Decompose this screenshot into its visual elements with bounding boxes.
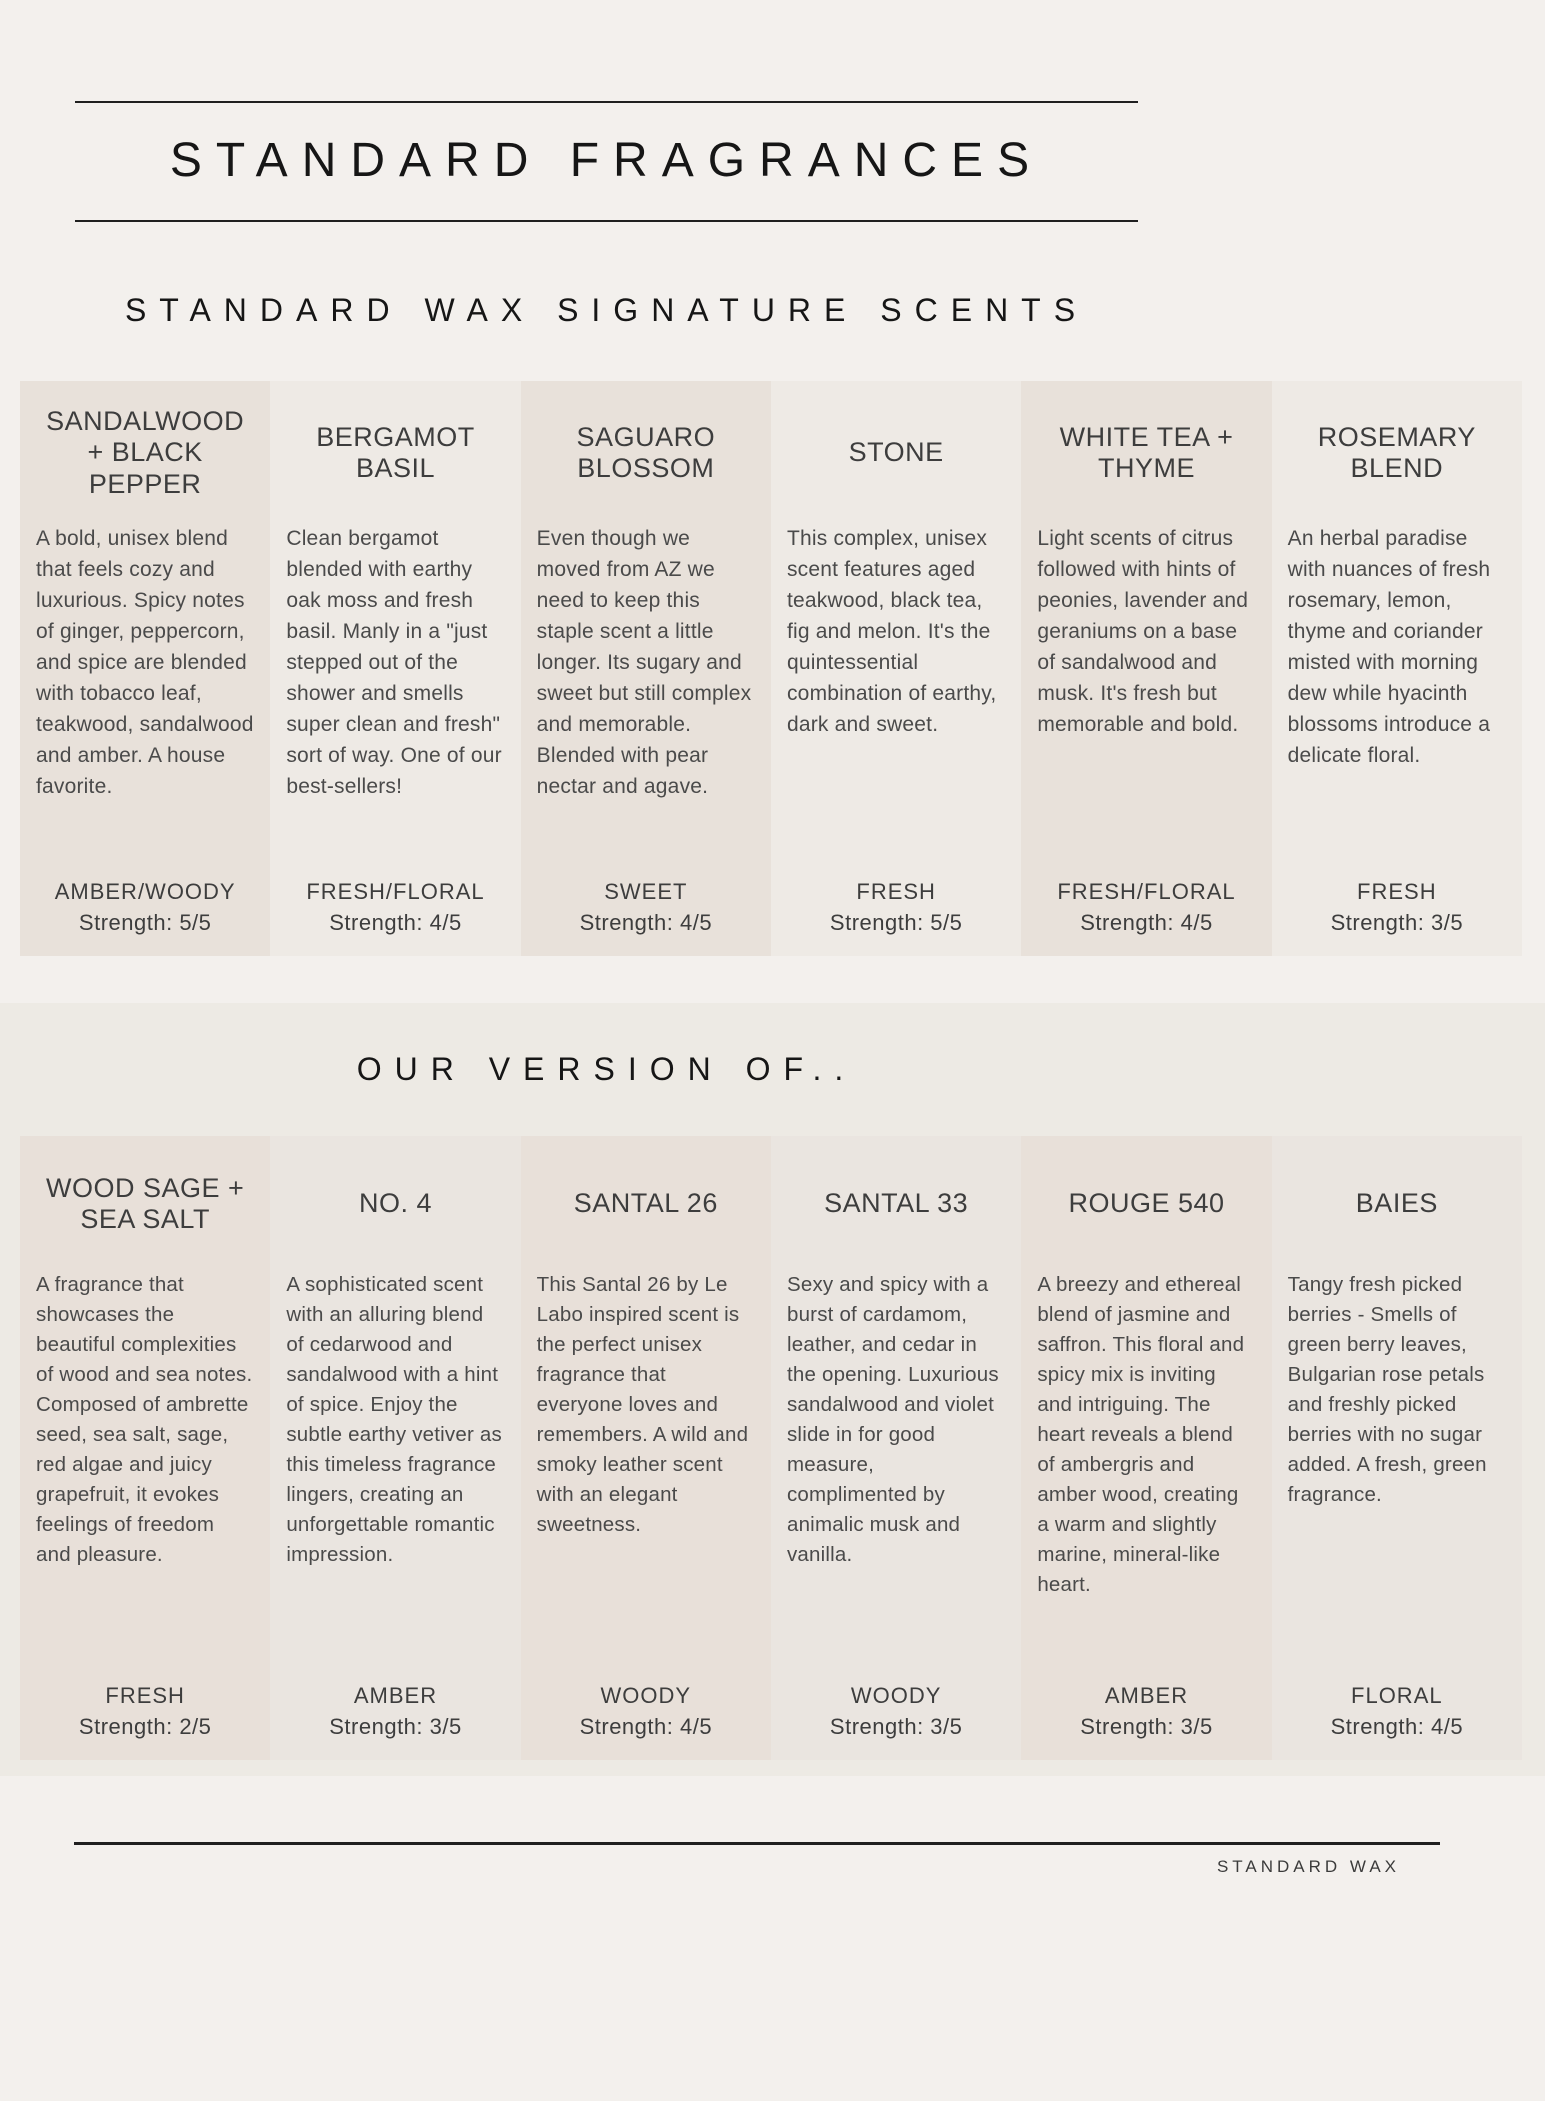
fragrance-card [270, 381, 520, 956]
fragrance-meta [1288, 1683, 1506, 1740]
fragrance-strength: Strength: 3/5 [329, 1714, 462, 1739]
fragrance-name: WHITE TEA + THYME [1059, 421, 1234, 483]
header-bottom-divider-line [75, 220, 1138, 222]
fragrance-meta [1037, 879, 1255, 936]
fragrance-description: Clean bergamot blended with earthy oak moss and fresh basil. Manly in a "just stepped out of the shower and smells super clean and fresh" sort of way. One of our best-sellers! [286, 527, 502, 798]
fragrance-description: This complex, unisex scent features aged teakwood, black tea, fig and melon. It's the quintessential combination of earthy, dark and sweet. [786, 527, 997, 736]
section-heading-our-version: OUR VERSION OF.. [356, 1051, 857, 1087]
signature-scents-grid [20, 381, 1522, 956]
fragrance-card [771, 381, 1021, 956]
section-heading-signature-scents: STANDARD WAX SIGNATURE SCENTS [124, 292, 1089, 328]
fragrance-strength: Strength: 2/5 [78, 1714, 212, 1739]
fragrance-meta [36, 879, 254, 936]
footer-brand: STANDARD WAX [1216, 1857, 1400, 1876]
footer-divider-line [74, 1842, 1440, 1845]
fragrance-strength: Strength: 4/5 [329, 910, 462, 935]
fragrance-description: A sophisticated scent with an alluring blend of cedarwood and sandalwood with a hint of spice. Enjoy the subtle earthy vetiver as this timeless fragrance lingers, creating an unforgettable romantic impression. [286, 1273, 502, 1566]
fragrance-meta [537, 1683, 755, 1740]
fragrance-name: ROSEMARY BLEND [1317, 421, 1476, 483]
fragrance-description: Sexy and spicy with a burst of cardamom, leather, and cedar in the opening. Luxurious sandalwood and violet slide in for good measure, complimented by animalic musk and vanilla. [786, 1273, 999, 1566]
fragrance-name: SANDALWOOD + BLACK PEPPER [46, 406, 245, 499]
fragrance-meta [537, 879, 755, 936]
page-title: STANDARD FRAGRANCES [169, 134, 1044, 187]
fragrance-name: WOOD SAGE + SEA SALT [46, 1172, 245, 1234]
fragrance-category: WOODY [850, 1683, 942, 1708]
fragrance-name: BAIES [1355, 1188, 1438, 1219]
fragrance-description: This Santal 26 by Le Labo inspired scent is the perfect unisex fragrance that everyone loves and remembers. A wild and smoky leather scent with an elegant sweetness. [536, 1273, 749, 1536]
fragrance-category: FRESH/FLORAL [306, 879, 485, 904]
fragrance-description: A breezy and ethereal blend of jasmine and saffron. This floral and spicy mix is inviting and intriguing. The heart reveals a blend of ambergris and amber wood, creating a warm and slightly marine, mineral-like heart. [1037, 1273, 1245, 1596]
fragrance-strength: Strength: 4/5 [1330, 1714, 1464, 1739]
fragrance-card [1272, 1136, 1522, 1760]
fragrance-category: FRESH/FLORAL [1057, 879, 1236, 904]
fragrance-category: WOODY [600, 1683, 692, 1708]
fragrance-meta [286, 879, 504, 936]
fragrance-strength: Strength: 5/5 [78, 910, 212, 935]
our-version-section-band [0, 1003, 1545, 1776]
fragrance-strength: Strength: 5/5 [829, 910, 963, 935]
fragrance-category: AMBER/WOODY [54, 879, 236, 904]
fragrance-category: FRESH [1357, 879, 1437, 904]
fragrance-card [270, 1136, 520, 1760]
fragrance-card [1021, 1136, 1271, 1760]
fragrance-description: Even though we moved from AZ we need to keep this staple scent a little longer. Its sugary and sweet but still complex and memorable. Blended with pear nectar and agave. [536, 527, 752, 798]
fragrance-card [20, 1136, 270, 1760]
fragrance-card [521, 1136, 771, 1760]
fragrance-category: FRESH [105, 1683, 185, 1708]
fragrance-card [771, 1136, 1021, 1760]
fragrance-meta [1288, 879, 1506, 936]
fragrance-strength: Strength: 3/5 [1330, 910, 1464, 935]
fragrance-name: NO. 4 [358, 1188, 432, 1219]
our-version-grid [20, 1136, 1522, 1760]
fragrance-category: FRESH [856, 879, 936, 904]
fragrance-name: SANTAL 33 [824, 1188, 969, 1219]
fragrance-meta [36, 1683, 254, 1740]
fragrance-category: FLORAL [1351, 1683, 1443, 1708]
fragrance-description: A bold, unisex blend that feels cozy and luxurious. Spicy notes of ginger, peppercorn, and spice are blended with tobacco leaf, teakwood, sandalwood and amber. A house favorite. [36, 527, 254, 798]
fragrance-meta [787, 1683, 1005, 1740]
fragrance-name: BERGAMOT BASIL [316, 421, 475, 483]
fragrance-strength: Strength: 4/5 [1080, 910, 1213, 935]
fragrance-strength: Strength: 4/5 [579, 1714, 713, 1739]
fragrance-description: Tangy fresh picked berries - Smells of green berry leaves, Bulgarian rose petals and freshly picked berries with no sugar added. A fresh, green fragrance. [1287, 1273, 1487, 1506]
fragrance-card [20, 381, 270, 956]
fragrance-card [1021, 381, 1271, 956]
fragrance-description: An herbal paradise with nuances of fresh rosemary, lemon, thyme and coriander misted with morning dew while hyacinth blossoms introduce a delicate floral. [1287, 527, 1491, 767]
header-top-divider-line [75, 101, 1138, 103]
fragrance-meta [787, 879, 1005, 936]
fragrance-meta [1037, 1683, 1255, 1740]
fragrance-meta [286, 1683, 504, 1740]
fragrance-card [521, 381, 771, 956]
fragrance-name: SANTAL 26 [573, 1188, 718, 1219]
fragrance-description: A fragrance that showcases the beautiful complexities of wood and sea notes. Composed of ambrette seed, sea salt, sage, red algae and juicy grapefruit, it evokes feelings of freedom and pleasure. [36, 1273, 253, 1566]
fragrance-strength: Strength: 3/5 [829, 1714, 963, 1739]
fragrance-card [1272, 381, 1522, 956]
fragrance-category: AMBER [353, 1683, 438, 1708]
fragrance-name: SAGUARO BLOSSOM [576, 421, 716, 483]
fragrance-category: AMBER [1104, 1683, 1189, 1708]
fragrance-description: Light scents of citrus followed with hints of peonies, lavender and geraniums on a base of sandalwood and musk. It's fresh but memorable and bold. [1037, 527, 1249, 736]
fragrance-strength: Strength: 3/5 [1080, 1714, 1213, 1739]
fragrance-category: SWEET [604, 879, 688, 904]
fragrance-strength: Strength: 4/5 [579, 910, 713, 935]
fragrance-name: STONE [848, 437, 944, 468]
fragrance-name: ROUGE 540 [1068, 1188, 1225, 1219]
